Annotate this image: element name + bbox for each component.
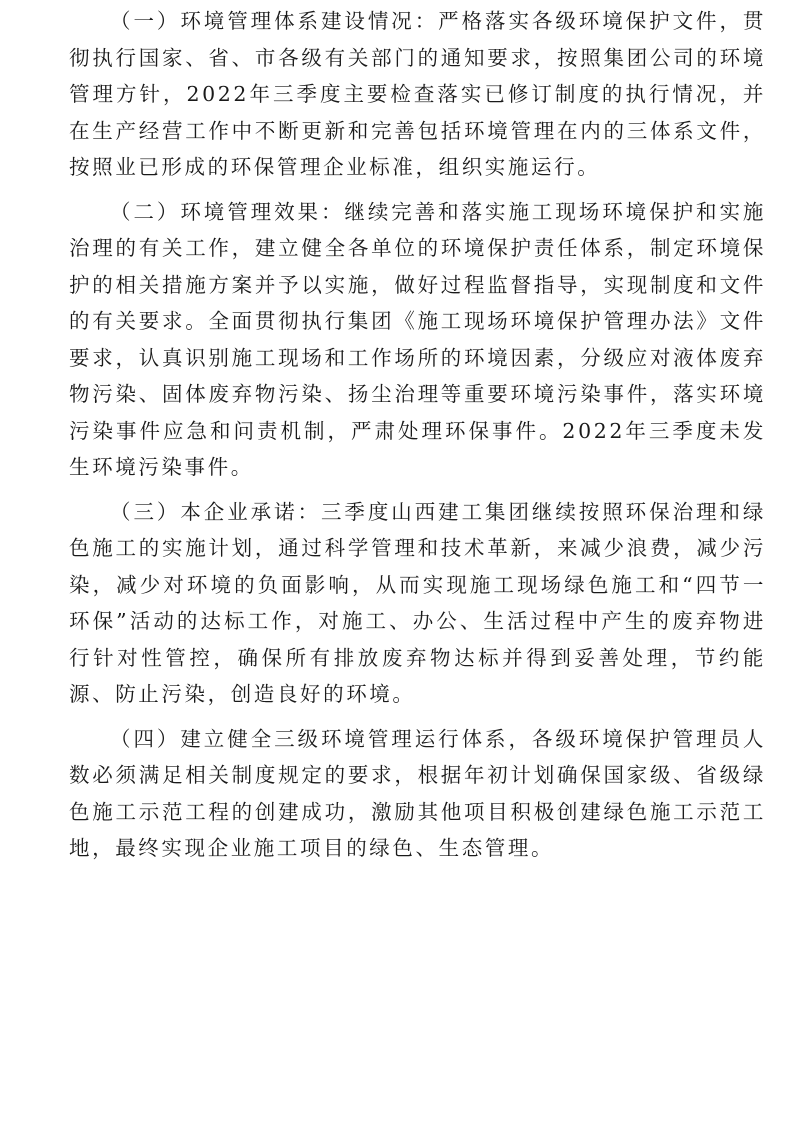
paragraph-enterprise-commitment: （三）本企业承诺：三季度山西建工集团继续按照环保治理和绿色施工的实施计划，通过科学管理和技术革新，来减少浪费，减少污染，减少对环境的负面影响，从而实现施工现场绿色施工和“四节一环保”活动的达标工作，对施工、办公、生活过程中产生的废弃物进行针对性管控，确保所有排放废弃物达标并得到妥善处理，节约能源、防止污染，创造良好的环境。	[69, 499, 766, 706]
paragraph-three-level-system: （四）建立健全三级环境管理运行体系，各级环境保护管理员人数必须满足相关制度规定的要求，根据年初计划确保国家级、省级绿色施工示范工程的创建成功，激励其他项目积极创建绿色施工示范工地，最终实现企业施工项目的绿色、生态管理。	[69, 726, 766, 860]
document-page	[69, 0, 766, 867]
paragraph-environment-management-effect: （二）环境管理效果：继续完善和落实施工现场环境保护和实施治理的有关工作，建立健全各单位的环境保护责任体系，制定环境保护的相关措施方案并予以实施，做好过程监督指导，实现制度和文件的有关要求。全面贯彻执行集团《施工现场环境保护管理办法》文件要求，认真识别施工现场和工作场所的环境因素，分级应对液体废弃物污染、固体废弃物污染、扬尘治理等重要环境污染事件，落实环境污染事件应急和问责机制，严肃处理环保事件。2022年三季度未发生环境污染事件。	[69, 199, 766, 479]
paragraph-environment-management-system: （一）环境管理体系建设情况：严格落实各级环境保护文件，贯彻执行国家、省、市各级有关部门的通知要求，按照集团公司的环境管理方针，2022年三季度主要检查落实已修订制度的执行情况，并在生产经营工作中不断更新和完善包括环境管理在内的三体系文件，按照业已形成的环保管理企业标准，组织实施运行。	[69, 9, 766, 179]
